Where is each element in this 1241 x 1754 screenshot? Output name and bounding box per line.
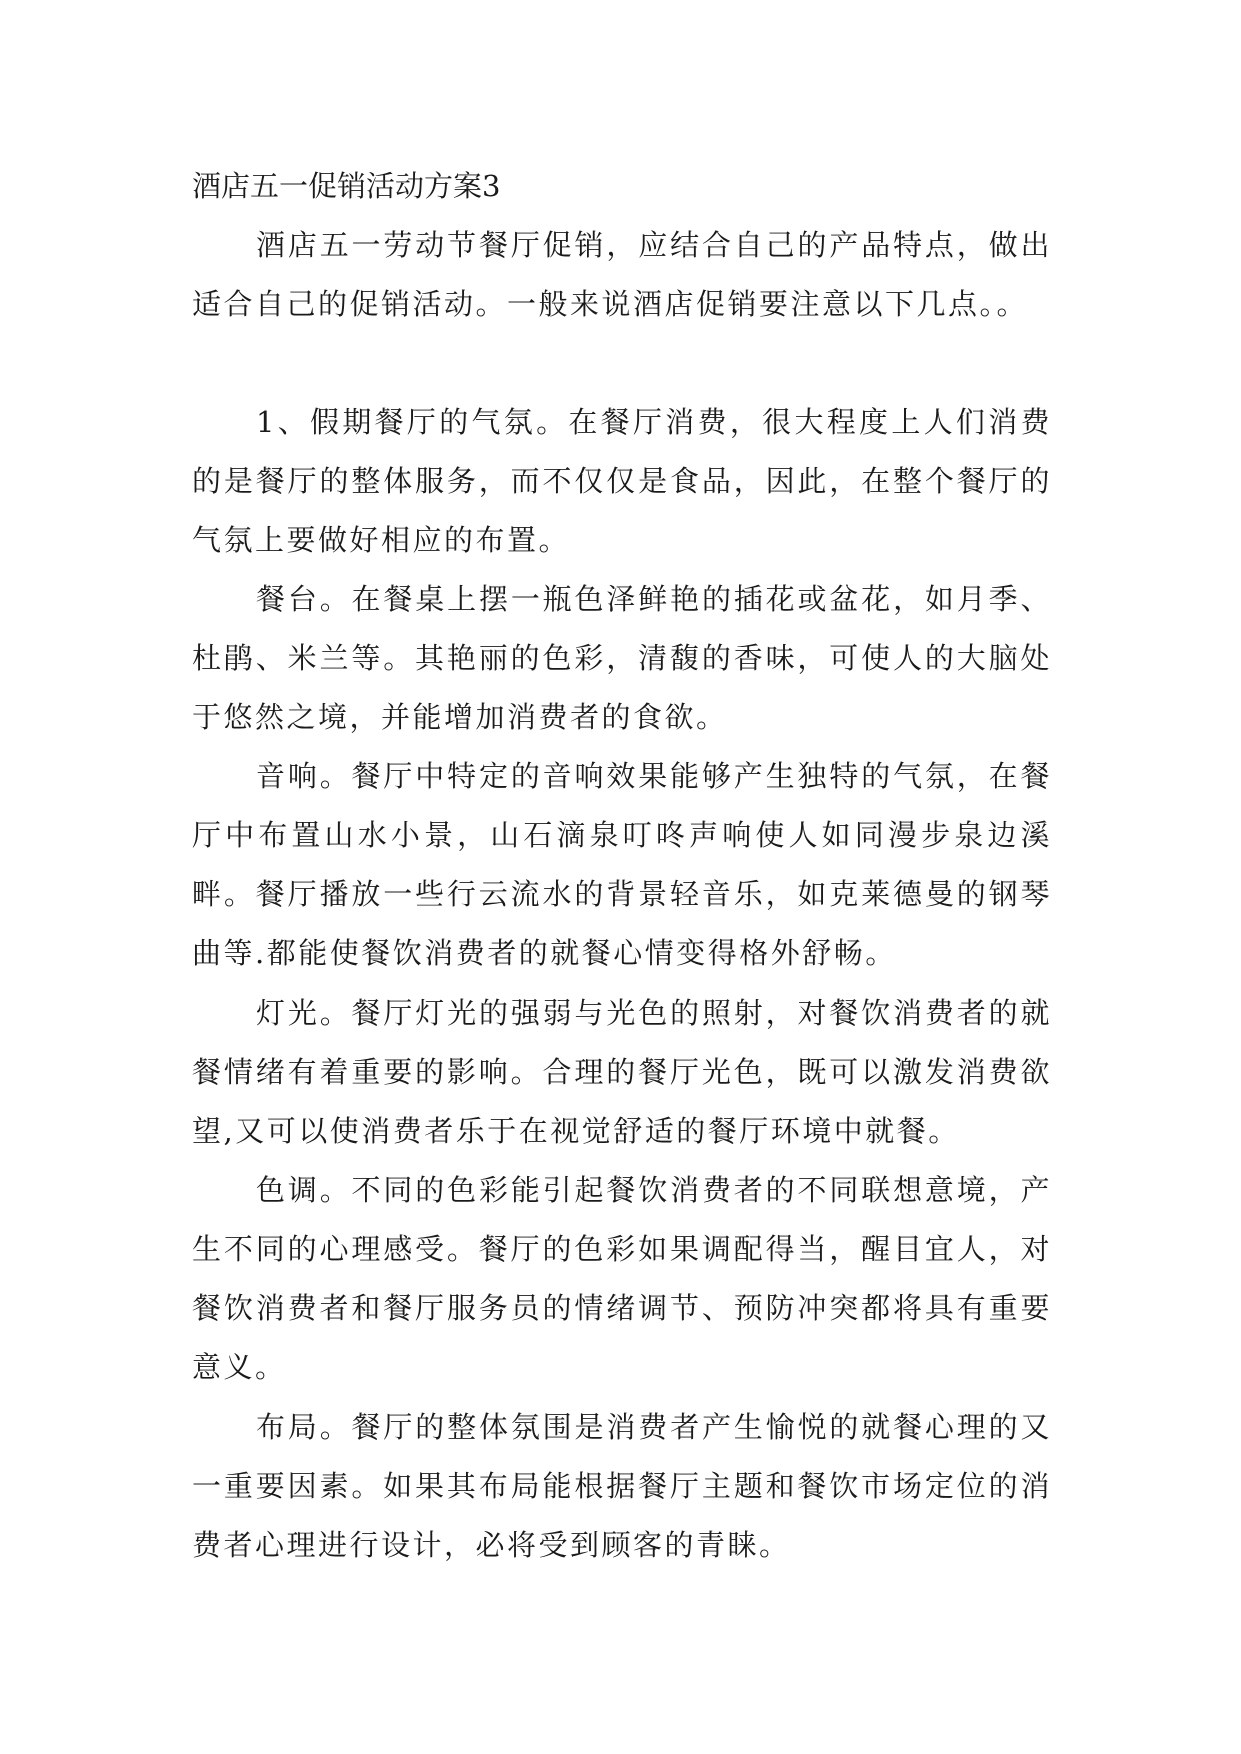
paragraph-color-tone: 色调。不同的色彩能引起餐饮消费者的不同联想意境，产生不同的心理感受。餐厅的色彩如果调配得当，醒目宜人，对餐饮消费者和餐厅服务员的情绪调节、预防冲突都将具有重要意义。 [192,1173,1052,1384]
paragraph-table-setting: 餐台。在餐桌上摆一瓶色泽鲜艳的插花或盆花，如月季、杜鹃、米兰等。其艳丽的色彩，清馥的香味，可使人的大脑处于悠然之境，并能增加消费者的食欲。 [192,582,1052,734]
paragraph-layout: 布局。餐厅的整体氛围是消费者产生愉悦的就餐心理的又一重要因素。如果其布局能根据餐厅主题和餐饮市场定位的消费者心理进行设计，必将受到顾客的青睐。 [192,1410,1052,1562]
paragraph-intro: 酒店五一劳动节餐厅促销，应结合自己的产品特点，做出适合自己的促销活动。一般来说酒店促销要注意以下几点。。 [192,228,1052,321]
paragraph-atmosphere: 1、假期餐厅的气氛。在餐厅消费，很大程度上人们消费的是餐厅的整体服务，而不仅仅是食品，因此，在整个餐厅的气氛上要做好相应的布置。 [192,405,1052,557]
document-title: 酒店五一促销活动方案3 [192,169,501,203]
paragraph-lighting: 灯光。餐厅灯光的强弱与光色的照射，对餐饮消费者的就餐情绪有着重要的影响。合理的餐厅光色，既可以激发消费欲望,又可以使消费者乐于在视觉舒适的餐厅环境中就餐。 [192,996,1052,1148]
paragraph-sound: 音响。餐厅中特定的音响效果能够产生独特的气氛，在餐厅中布置山水小景，山石滴泉叮咚声响使人如同漫步泉边溪畔。餐厅播放一些行云流水的背景轻音乐，如克莱德曼的钢琴曲等.都能使餐饮消费者的就餐心情变得格外舒畅。 [192,759,1052,970]
